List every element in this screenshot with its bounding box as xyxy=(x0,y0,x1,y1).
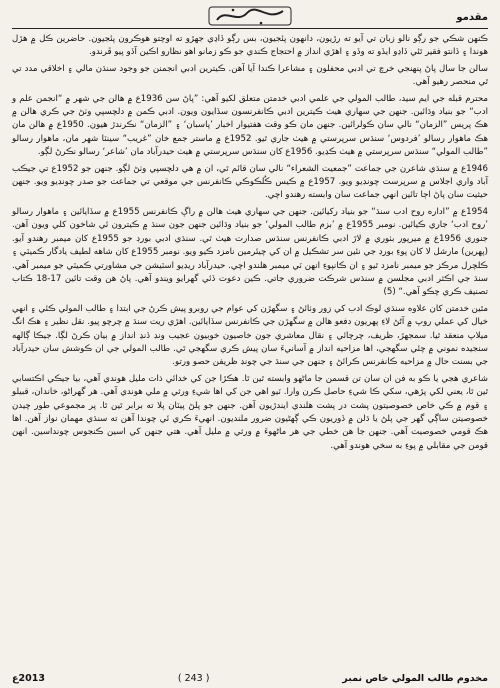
paragraph: سالن جا سال پاڻ پنهنجي خرچ تي ادبي محفلون ۽ مشاعرا ڪندا آيا آهن. ڪيترين ادبي انجمنن جو وجود سنڌن مالي ۽ اخلاقي مدد تي ٿي منحصر رهيو آهي. xyxy=(12,63,488,88)
section-title: مقدمو xyxy=(456,11,488,23)
mehran-logo-icon xyxy=(207,4,293,28)
issue-year: 2013ع xyxy=(12,673,45,684)
journal-logo xyxy=(207,4,293,28)
article-body xyxy=(12,33,488,453)
page-footer xyxy=(12,673,488,684)
paragraph: محترم قبله جي ايم سيد، طالب المولي جي علمي ادبي خدمتن متعلق لکيو آهي: ”پاڻ سن 1936ع ۾ هالن جي شهر ۾ “انجمن علم و ادب“ جو بنياد وڌائين. جنهن جي سهاري هيٺ ڪيترين ادبي ڪانفرنسون سڏايون ويون. ادبي ڪمن ۾ دلچسپي وٺڻ جي ڪري هالن ۾ هڪ پريس ”الزمان“ نالي سان ڪولرائين. جنهن مان ڪو وقت هفتيوار اخبار ’پاسبان‘ ۽ ”الزمان“ نڪرندڙ هيون. 1950ع ۾ هالن مان هڪ ماهوار رسالو ’فردوس‘ سنڌس سرپرستي ۾ هيٺ جاري ٿيو. 1952ع ۾ ماستر جمع خان ”غريب“ سينٽا شهر مان، ماهوار رسالو ”طالب المولي“ سنڌس سرپرستي ۾ هيٺ ڪڍيو. 1956ع کان سنڌس سرپرستي ۾ هيٺ حيدرآباد مان ’شاعر‘ رسالو نڪرڻ لڳو. xyxy=(12,93,489,158)
paragraph: ڪنهن شڪي جو رڳو نالو زبان تي آيو ته رڙيون، دانهون پئجيون، بس رڳو ڏاڍي جهڙو ته اوچتو هوڪرون پئجيون. حاضرين ڪل ۾ هڙل هوندا ۽ ڏانتو فقير ٿئي ڏاڍو ايڏو ته وڏو ۽ اهڙي انداز ۾ احتجاج ڪندي جو ڪو زمانو اهو نظارو اڪين آڏو پيو ڦرندو. xyxy=(12,34,488,58)
page-number: ( 243 ) xyxy=(177,673,210,684)
page-header xyxy=(12,6,488,29)
issue-title: مخدوم طالب المولي خاص نمبر xyxy=(342,673,488,684)
paragraph: 1946ع ۾ سنڌي شاعرن جي جماعت ”جمعيت الشعراء“ نالي سان قائم ٿي، ان ۾ هي دلچسپي وٺڻ لڳو. جنهن جو 1952ع تي جيڪب آباد واري اجلاس ۾ سرپرست چونڊيو ويو. 1957ع ۾ ڪيس ڪُلڪوڪي ڪانفرنس جي موقعي تي جماعت جو صدر چونڊيو ويو. جنهن حيثيت سان پاڻ اڄا تائين انهي جماعت سان وابسته رهندو اچي. xyxy=(12,163,488,201)
paragraph: 1954ع ۾ ”اداره روح ادب سنڌ“ جو بنياد رکيائين. جنهن جي سهاري هيٺ هالن ۾ راڳ ڪانفرنس 1955ع ۾ سڏايائين ۽ ماهوار رسالو ’روح ادب‘ جاري ڪيائين. نومبر 1955ع ۾ ’بزم طالب المولي‘ جو بنياد وڌائين جنهن جون سنڌ ۾ ڪيترون ئي شاخون کلي ويون آهن. جنوري 1956ع ۾ ميرپور بٺوري ۾ لاڙ ادبي ڪانفرنس سنڌس صدارت هيٺ ٿي. سنڌي ادبي بورڊ جو 1955ع کان ميمبر رهندو آيو. (پهرين) مارشل لا کان پوءِ بورڊ جي نئين سر تشڪيل ۾ ان کي چيئرمين نامزد ڪيو ويو. نومبر 1955ع کان شاهه لطيف يادگار ڪميٽي ۽ ڪلچرل مرڪز جو ميمبر نامزد ٿيو ۽ ان ڪانپوءِ انهن ٽي ميمبر هلندو اچي. حيدرآباد ريڊيو اسٽيشن جي مشاورتي ڪميٽي جو ميمبر آهي. سنڌ جي اڪثر ادبي مجلسن ۾ سنڌس شرڪت ضروري جاتي. ڪين دعوت ڏئي گهرايو ويندو آهي. پاڻ هن وقت تائين 17-18 ڪتاب تصنيف ڪري چڪو آهي.“ (5) xyxy=(12,206,488,298)
paragraph: مٿين خدمتن کان علاوه سنڌي لوڪ ادب کي زور وٺائڻ ۽ سگهڙن کي عوام جي روبرو پيش ڪرڻ جي ابتدا ۽ طالب المولي ڪئي ۽ انهي خيال کي عملي روپ ۾ آڻڻ لاءِ پهريون دفعو هالن ۾ سگهڙن جي ڪانفرنس سڏايائين. اهڙي ريت سنڌ ۾ چرچو پيو. نقل نظير ۽ هڪ انگ ميلاپ منعقد ٿيا. سمجهڙ، ظريف، چرچائي ۽ نقال معاشري جون خاصيون خوبيون عجيب ونڊ ڏنڍ انداز ۾ بيان ڪرڻ لڳا. جيڪا ڳالهه سنجيده نموني ۾ چئي سگهجي، اها مزاحيه انداز ۾ آسانيءَ سان پيش ڪري سگهجي ٿي. طالب المولي جي ان ڪوشش سان حيدرآباد جي بسنت حال ۾ مزاحيه ڪانفرنس ڪرائڻ ۽ جنهن جي سنڌ جي چونڊ ظريفن حصو ورتو. xyxy=(12,303,488,368)
paragraph: شاعري هجي يا ڪو به فن ان سان تن قسمن جا ماڻهو وابسته ٿين ٿا. هڪڙا جن کي خدائي ذات مليل هوندي آهي، بيا جيڪي اڪتسابي ٿين ٿا، يعني لکي پڙهي، سکي ڪا شيءِ حاصل ڪرن وارا. ٽيو اهي جن کي اها شيءِ ورثي ۾ ملي هوندي آهي. هر گهراڻو، خاندان، قبيلو ۽ قوم ۾ ڪي خاص خصوصيتون پشت در پشت هلندي ايندڙيون آهن. جنهن جو پلڻ پيٽان پلا ته برابر ٿين ٿا. پر مجموعي طور چيدن خصوصيتن ساڳي گهر جي پلڻ يا ڌلن ۾ ڏوريون ڪي ڳهڻيون ضرور ملنديون. انهيءَ ڪري ئي چوندا آهن ته سنڌي مهمان نواز آهن. اها هڪ قومي خصوصيت آهي. جنهن جا هن خطي جي هر ماڻهوءَ ۾ ورثي ۾ مليل آهي. هتي جنهن کي اسين ڪنجوس چونداسين. انهن قومن جي مقابلي ۾ پوءِ به سخي هوندو آهي. xyxy=(12,373,488,451)
